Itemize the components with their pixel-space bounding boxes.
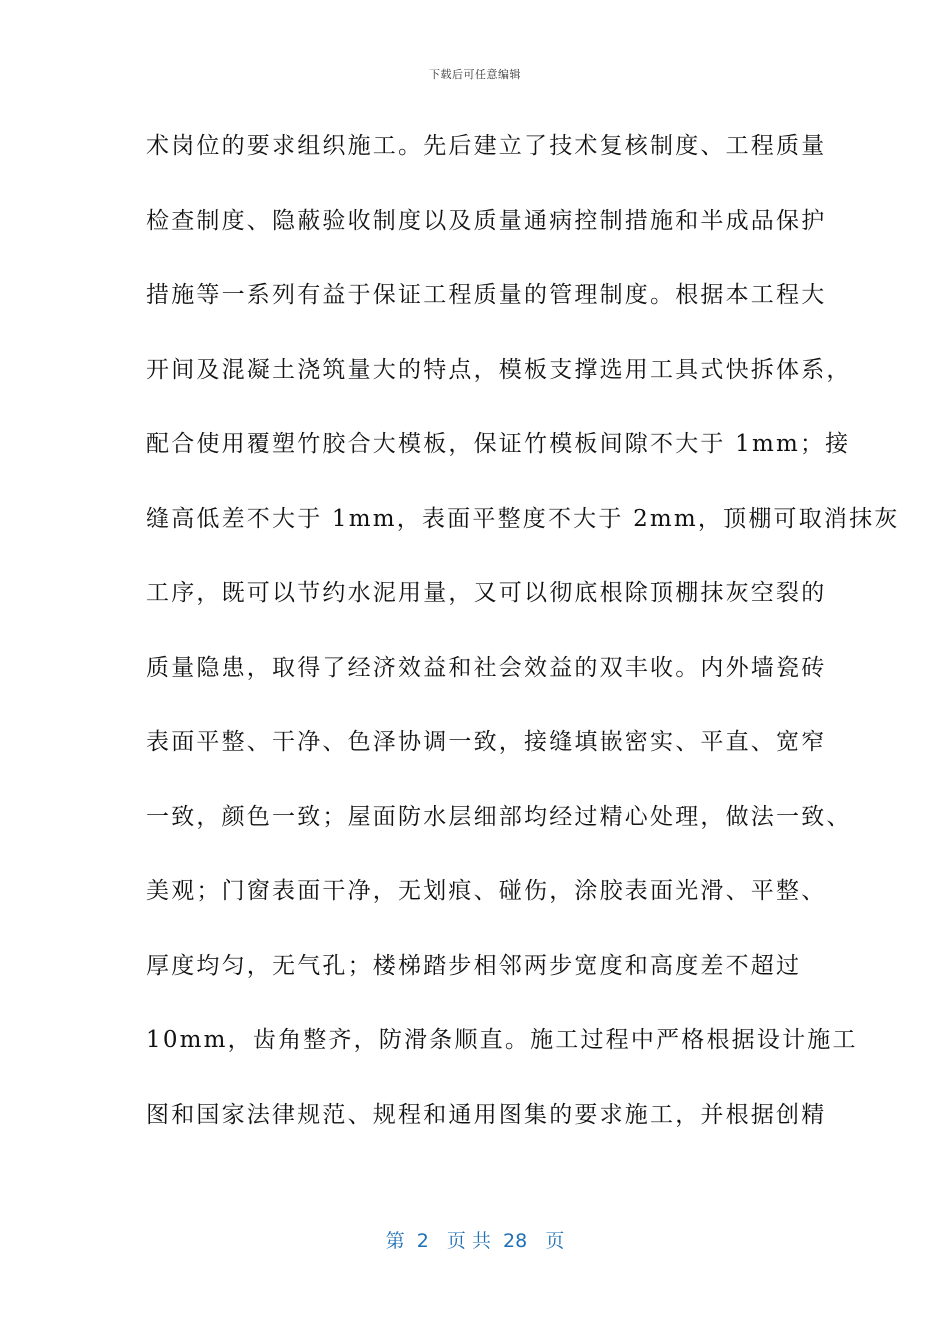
body-line: 配合使用覆塑竹胶合大模板，保证竹模板间隙不大于 1mm；接 [146, 431, 851, 457]
body-line: 检查制度、隐蔽验收制度以及质量通病控制措施和半成品保护 [146, 207, 827, 234]
body-line: 美观；门窗表面干净，无划痕、碰伤，涂胶表面光滑、平整、 [146, 878, 827, 904]
body-line: 10mm，齿角整齐，防滑条顺直。施工过程中严格根据设计施工 [146, 1027, 858, 1053]
body-line: 一致，颜色一致；屋面防水层细部均经过精心处理，做法一致、 [146, 803, 852, 830]
body-line: 缝高低差不大于 1mm，表面平整度不大于 2mm，顶棚可取消抹灰 [146, 505, 900, 532]
body-line: 图和国家法律规范、规程和通用图集的要求施工，并根据创精 [146, 1101, 827, 1128]
body-line: 措施等一系列有益于保证工程质量的管理制度。根据本工程大 [146, 282, 827, 308]
page-header: 下载后可任意编辑 [429, 68, 521, 81]
body-line: 工序，既可以节约水泥用量，又可以彻底根除顶棚抹灰空裂的 [146, 580, 827, 606]
body-line: 术岗位的要求组织施工。先后建立了技术复核制度、工程质量 [146, 133, 827, 159]
page-number-footer: 第 2 页 共 28 页 [385, 1230, 565, 1252]
body-line: 厚度均匀，无气孔；楼梯踏步相邻两步宽度和高度差不超过 [146, 952, 802, 979]
body-line: 表面平整、干净、色泽协调一致，接缝填嵌密实、平直、宽窄 [146, 729, 827, 755]
body-line: 质量隐患，取得了经济效益和社会效益的双丰收。内外墙瓷砖 [146, 654, 827, 681]
body-line: 开间及混凝土浇筑量大的特点，模板支撑选用工具式快拆体系， [146, 356, 852, 383]
document-body [146, 122, 900, 1165]
